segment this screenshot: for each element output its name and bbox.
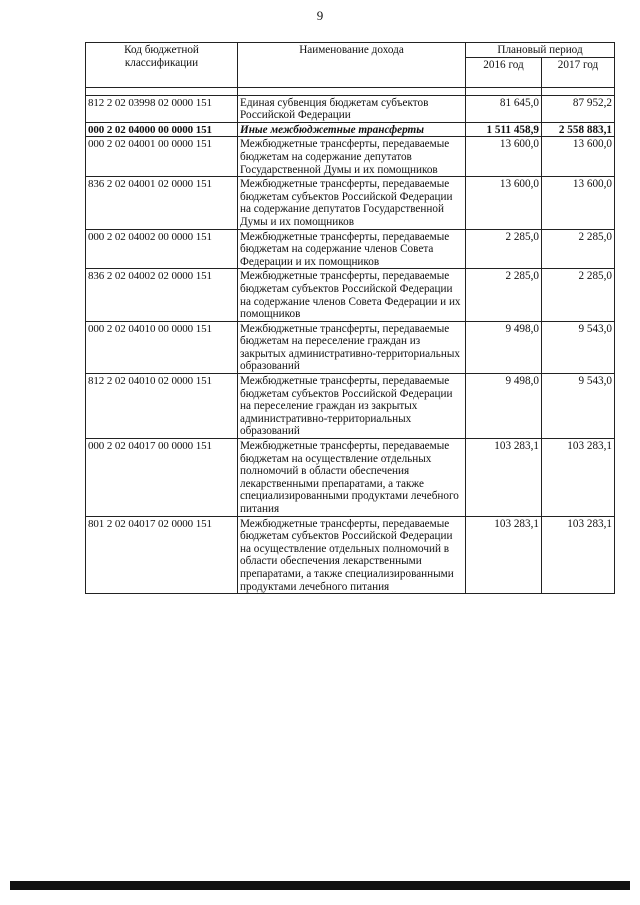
table-header-row: [86, 43, 615, 58]
value-2016-cell: 2 285,0: [466, 229, 542, 269]
value-2017-cell: 103 283,1: [542, 439, 615, 517]
value-2016-cell: 103 283,1: [466, 439, 542, 517]
value-2017-cell: 87 952,2: [542, 95, 615, 122]
header-year-2017: 2017 год: [542, 57, 615, 87]
table-row: [86, 122, 615, 137]
income-name-cell: Межбюджетные трансферты, передаваемые бюджетам на переселение граждан из закрытых административно-территориальных образований: [238, 321, 466, 373]
table-row: [86, 321, 615, 373]
header-spacer-row: [86, 87, 615, 95]
table-row: [86, 269, 615, 321]
value-2017-cell: 2 285,0: [542, 269, 615, 321]
header-code: Код бюджетной классификации: [86, 43, 238, 88]
budget-code-cell: 801 2 02 04017 02 0000 151: [86, 516, 238, 594]
value-2017-cell: 13 600,0: [542, 177, 615, 229]
income-name-cell: Иные межбюджетные трансферты: [238, 122, 466, 137]
table-row: [86, 229, 615, 269]
table-row: [86, 374, 615, 439]
budget-income-table: [85, 42, 615, 594]
budget-code-cell: 000 2 02 04017 00 0000 151: [86, 439, 238, 517]
budget-code-cell: 000 2 02 04001 00 0000 151: [86, 137, 238, 177]
scan-bottom-edge: [10, 881, 630, 890]
value-2017-cell: 2 558 883,1: [542, 122, 615, 137]
budget-code-cell: 000 2 02 04000 00 0000 151: [86, 122, 238, 137]
table-row: [86, 439, 615, 517]
value-2017-cell: 13 600,0: [542, 137, 615, 177]
table-row: [86, 137, 615, 177]
budget-code-cell: 836 2 02 04002 02 0000 151: [86, 269, 238, 321]
income-name-cell: Межбюджетные трансферты, передаваемые бюджетам субъектов Российской Федерации на содержание депутатов Государственной Думы и их помощников: [238, 177, 466, 229]
header-year-2016: 2016 год: [466, 57, 542, 87]
budget-code-cell: 812 2 02 04010 02 0000 151: [86, 374, 238, 439]
value-2016-cell: 13 600,0: [466, 137, 542, 177]
value-2016-cell: 81 645,0: [466, 95, 542, 122]
income-name-cell: Межбюджетные трансферты, передаваемые бюджетам субъектов Российской Федерации на переселение граждан из закрытых административно-территориальных образований: [238, 374, 466, 439]
value-2016-cell: 13 600,0: [466, 177, 542, 229]
table-row: [86, 177, 615, 229]
value-2017-cell: 103 283,1: [542, 516, 615, 594]
income-name-cell: Единая субвенция бюджетам субъектов Российской Федерации: [238, 95, 466, 122]
header-name: Наименование дохода: [238, 43, 466, 88]
value-2016-cell: 103 283,1: [466, 516, 542, 594]
income-name-cell: Межбюджетные трансферты, передаваемые бюджетам субъектов Российской Федерации на осуществление отдельных полномочий в области обеспечения лекарственными препаратами, а также специализированными продуктами лечебного питания: [238, 516, 466, 594]
value-2016-cell: 1 511 458,9: [466, 122, 542, 137]
table-row: [86, 516, 615, 594]
table-row: [86, 95, 615, 122]
budget-code-cell: 836 2 02 04001 02 0000 151: [86, 177, 238, 229]
table-body: [86, 95, 615, 594]
value-2017-cell: 9 543,0: [542, 374, 615, 439]
value-2016-cell: 9 498,0: [466, 374, 542, 439]
value-2016-cell: 2 285,0: [466, 269, 542, 321]
budget-code-cell: 000 2 02 04002 00 0000 151: [86, 229, 238, 269]
value-2016-cell: 9 498,0: [466, 321, 542, 373]
income-name-cell: Межбюджетные трансферты, передаваемые бюджетам на осуществление отдельных полномочий в области обеспечения лекарственными препаратами, а также специализированными продуктами лечебного питания: [238, 439, 466, 517]
income-name-cell: Межбюджетные трансферты, передаваемые бюджетам на содержание депутатов Государственной Думы и их помощников: [238, 137, 466, 177]
income-name-cell: Межбюджетные трансферты, передаваемые бюджетам субъектов Российской Федерации на содержание членов Совета Федерации и их помощников: [238, 269, 466, 321]
page-number: 9: [316, 8, 324, 23]
income-name-cell: Межбюджетные трансферты, передаваемые бюджетам на содержание членов Совета Федерации и их помощников: [238, 229, 466, 269]
budget-code-cell: 812 2 02 03998 02 0000 151: [86, 95, 238, 122]
value-2017-cell: 2 285,0: [542, 229, 615, 269]
header-period: Плановый период: [466, 43, 615, 58]
budget-code-cell: 000 2 02 04010 00 0000 151: [86, 321, 238, 373]
value-2017-cell: 9 543,0: [542, 321, 615, 373]
